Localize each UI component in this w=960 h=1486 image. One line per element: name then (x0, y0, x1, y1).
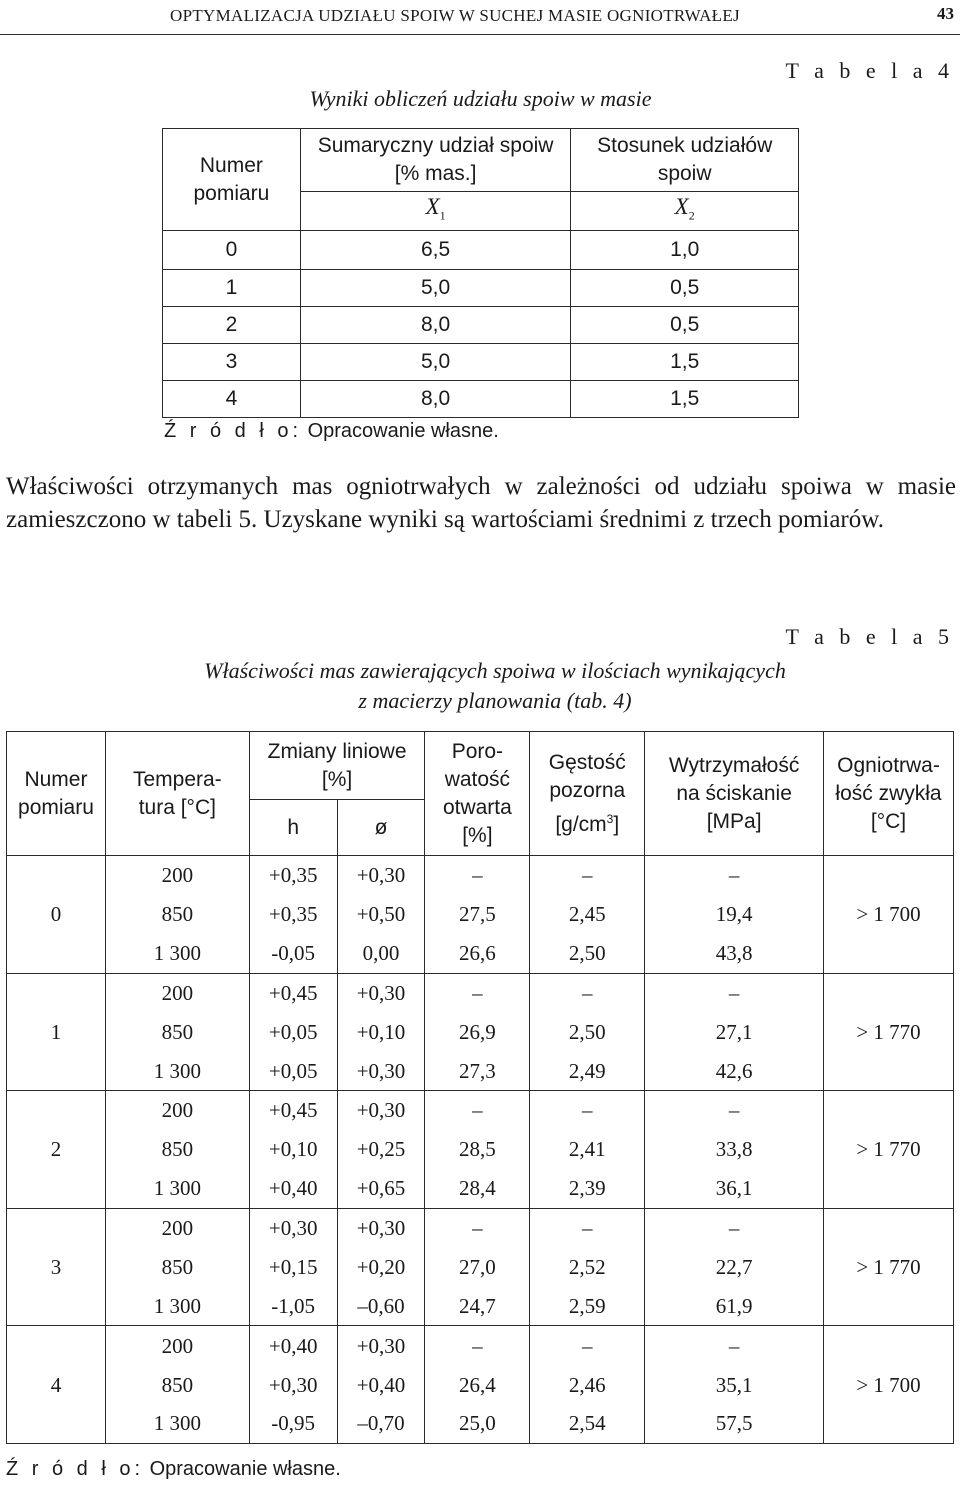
t5-density-unit: [g/cm (555, 812, 607, 836)
running-title: OPTYMALIZACJA UDZIAŁU SPOIW W SUCHEJ MASIE OGNIOTRWAŁEJ (170, 6, 740, 25)
table4-source (164, 420, 499, 443)
t4-x2-subscript: 2 (688, 208, 695, 223)
t5-cell-phi: +0,20 (337, 1247, 425, 1286)
t5-cell-h: +0,05 (249, 1051, 337, 1090)
t5-cell-h: +0,45 (249, 973, 337, 1012)
t5-header-measurement-l2: pomiaru (18, 795, 94, 819)
t5-cell-phi: +0,30 (337, 1208, 425, 1247)
t4-cell-x2: 0,5 (571, 270, 799, 307)
t5-cell-strength: 57,5 (645, 1404, 824, 1443)
header-rule (0, 34, 960, 35)
t5-cell-temperature: 850 (105, 895, 249, 934)
t5-header-linear-changes-l1: Zmiany liniowe (267, 739, 407, 763)
t5-cell-porosity: – (425, 1208, 530, 1247)
table4-source-text: Opracowanie własne. (307, 420, 499, 442)
t5-cell-refractoriness: > 1 770 (824, 1208, 954, 1326)
t5-header-porosity-l2: watość (444, 767, 511, 791)
t5-cell-strength: 19,4 (645, 895, 824, 934)
t5-cell-temperature: 1 300 (105, 934, 249, 973)
t5-header-porosity-l1: Poro- (451, 739, 504, 763)
t5-cell-strength: 43,8 (645, 934, 824, 973)
table4-source-label: Ź r ó d ł o: (164, 420, 303, 442)
t5-cell-phi: +0,40 (337, 1365, 425, 1404)
t4-header-x1 (300, 192, 571, 231)
t5-cell-measurement: 3 (7, 1208, 106, 1326)
t4-header-measurement (163, 129, 301, 231)
t5-row (7, 1287, 954, 1326)
t5-header-refractoriness (824, 732, 954, 856)
t5-cell-h: +0,40 (249, 1169, 337, 1208)
t5-header-porosity-l3: otwarta (442, 795, 512, 819)
t5-cell-density: 2,39 (530, 1169, 645, 1208)
t5-header-measurement (7, 732, 106, 856)
t5-header-strength-l3: [MPa] (706, 809, 762, 833)
t5-cell-temperature: 850 (105, 1130, 249, 1169)
t5-header-temperature (105, 732, 249, 856)
t5-header-strength (645, 732, 824, 856)
t5-cell-strength: 27,1 (645, 1012, 824, 1051)
t5-density-exponent: 3 (606, 811, 614, 826)
t5-cell-porosity: – (425, 856, 530, 895)
table5-caption-line2: z macierzy planowania (tab. 4) (358, 688, 632, 713)
t5-cell-h: -0,05 (249, 934, 337, 973)
t5-cell-h: +0,35 (249, 895, 337, 934)
t5-cell-temperature: 200 (105, 1326, 249, 1365)
table4-caption: Wyniki obliczeń udziału spoiw w masie (309, 86, 652, 111)
t5-cell-refractoriness: > 1 700 (824, 856, 954, 974)
t5-cell-density: 2,50 (530, 934, 645, 973)
t5-cell-temperature: 1 300 (105, 1287, 249, 1326)
t5-row (7, 1051, 954, 1090)
t4-x2-symbol: X (674, 193, 689, 219)
t5-cell-porosity: 27,3 (425, 1051, 530, 1090)
t5-cell-strength: 22,7 (645, 1247, 824, 1286)
t5-header-linear-changes (249, 732, 425, 800)
table5 (6, 731, 954, 1444)
t5-cell-refractoriness: > 1 770 (824, 1091, 954, 1209)
t5-cell-phi: +0,25 (337, 1130, 425, 1169)
t5-cell-phi: +0,10 (337, 1012, 425, 1051)
t4-cell-n: 0 (163, 231, 301, 270)
t5-cell-temperature: 1 300 (105, 1051, 249, 1090)
t5-cell-h: +0,10 (249, 1130, 337, 1169)
t4-cell-n: 4 (163, 381, 301, 418)
t5-cell-strength: 36,1 (645, 1169, 824, 1208)
t5-row (7, 856, 954, 895)
t4-cell-x2: 1,0 (571, 231, 799, 270)
t5-row (7, 1326, 954, 1365)
t5-cell-h: -1,05 (249, 1287, 337, 1326)
t5-cell-temperature: 1 300 (105, 1404, 249, 1443)
t5-header-temperature-l2: tura [°C] (138, 795, 216, 819)
t4-cell-x2: 1,5 (571, 344, 799, 381)
t5-row (7, 934, 954, 973)
t5-cell-density: – (530, 1091, 645, 1130)
t5-cell-temperature: 200 (105, 1091, 249, 1130)
t5-cell-refractoriness: > 1 770 (824, 973, 954, 1091)
t5-cell-density: – (530, 1208, 645, 1247)
t5-cell-density: 2,52 (530, 1247, 645, 1286)
t5-header-density-l2: pozorna (549, 778, 626, 802)
t5-cell-temperature: 200 (105, 1208, 249, 1247)
t4-cell-x2: 0,5 (571, 307, 799, 344)
t5-cell-density: 2,59 (530, 1287, 645, 1326)
t5-cell-strength: – (645, 973, 824, 1012)
t5-header-h: h (249, 800, 337, 856)
t5-cell-temperature: 200 (105, 973, 249, 1012)
t4-header-measurement-l2: pomiaru (193, 181, 270, 205)
table5-source-text: Opracowanie własne. (149, 1458, 341, 1480)
t4-cell-n: 2 (163, 307, 301, 344)
t5-cell-density: 2,54 (530, 1404, 645, 1443)
t5-cell-measurement: 1 (7, 973, 106, 1091)
t5-cell-strength: 61,9 (645, 1287, 824, 1326)
t5-cell-porosity: 27,0 (425, 1247, 530, 1286)
t5-cell-phi: –0,60 (337, 1287, 425, 1326)
t5-row (7, 1130, 954, 1169)
t5-header-linear-changes-l2: [%] (321, 767, 353, 791)
t5-cell-h: +0,40 (249, 1326, 337, 1365)
t5-density-bracket: ] (613, 812, 620, 836)
t5-cell-h: +0,30 (249, 1365, 337, 1404)
t4-header-ratio (571, 129, 799, 192)
t4-header-sum-share (300, 129, 571, 192)
table5-source-label: Ź r ó d ł o: (6, 1458, 145, 1480)
t5-cell-phi: +0,30 (337, 1091, 425, 1130)
body-paragraph: Właściwości otrzymanych mas ogniotrwałych w zależności od udziału spoiwa w masie zamieszczono w tabeli 5. Uzyskane wyniki są wartościami średnimi z trzech pomiarów. (6, 473, 956, 533)
t5-cell-phi: 0,00 (337, 934, 425, 973)
t4-cell-n: 3 (163, 344, 301, 381)
t5-row (7, 1012, 954, 1051)
t5-cell-temperature: 850 (105, 1365, 249, 1404)
t5-cell-density: 2,49 (530, 1051, 645, 1090)
t5-cell-phi: +0,30 (337, 1326, 425, 1365)
t5-cell-phi: +0,30 (337, 1051, 425, 1090)
t4-cell-x2: 1,5 (571, 381, 799, 418)
t4-header-sum-share-l1: Sumaryczny udział spoiw (317, 134, 554, 157)
t5-cell-porosity: – (425, 1091, 530, 1130)
t5-cell-temperature: 200 (105, 856, 249, 895)
t5-cell-h: -0,95 (249, 1404, 337, 1443)
t4-cell-x1: 6,5 (300, 231, 571, 270)
t4-x1-subscript: 1 (439, 208, 446, 223)
t5-cell-porosity: 27,5 (425, 895, 530, 934)
t5-cell-porosity: 26,4 (425, 1365, 530, 1404)
t4-cell-x1: 8,0 (300, 381, 571, 418)
t5-cell-density: 2,45 (530, 895, 645, 934)
t5-header-phi: ø (337, 800, 425, 856)
t4-cell-x1: 8,0 (300, 307, 571, 344)
t5-header-density (530, 732, 645, 856)
table5-body (7, 856, 954, 1444)
t5-cell-porosity: – (425, 1326, 530, 1365)
t5-cell-density: 2,41 (530, 1130, 645, 1169)
t5-header-temperature-l1: Tempera- (132, 767, 222, 791)
t5-cell-strength: 35,1 (645, 1365, 824, 1404)
t5-cell-density: – (530, 1326, 645, 1365)
t5-cell-porosity: 28,4 (425, 1169, 530, 1208)
t5-header-density-l3 (530, 805, 644, 839)
t5-row (7, 1208, 954, 1247)
t5-header-refractoriness-l1: Ogniotrwa- (837, 753, 940, 777)
t5-header-refractoriness-l2: łość zwykła (835, 781, 942, 805)
t5-cell-porosity: – (425, 973, 530, 1012)
t5-header-refractoriness-l3: [°C] (870, 809, 907, 833)
t5-row (7, 895, 954, 934)
table5-label: T a b e l a 5 (785, 624, 954, 649)
t5-cell-phi: +0,30 (337, 856, 425, 895)
t5-cell-refractoriness: > 1 700 (824, 1326, 954, 1444)
t5-header-strength-l1: Wytrzymałość (668, 753, 800, 777)
t5-cell-strength: 42,6 (645, 1051, 824, 1090)
t5-cell-phi: +0,30 (337, 973, 425, 1012)
t5-cell-h: +0,45 (249, 1091, 337, 1130)
table5-source (6, 1458, 341, 1481)
t4-header-sum-share-l2: [% mas.] (394, 162, 477, 185)
table5-caption (100, 656, 890, 716)
t5-cell-density: – (530, 856, 645, 895)
t5-cell-strength: – (645, 1208, 824, 1247)
t5-header-porosity-l4: [%] (462, 823, 493, 847)
t5-cell-temperature: 850 (105, 1247, 249, 1286)
t4-x1-symbol: X (425, 193, 440, 219)
t4-cell-n: 1 (163, 270, 301, 307)
t5-row (7, 1404, 954, 1443)
t5-cell-h: +0,15 (249, 1247, 337, 1286)
table4-label: T a b e l a 4 (785, 58, 954, 83)
t5-cell-temperature: 1 300 (105, 1169, 249, 1208)
t5-header-density-l1: Gęstość (548, 750, 626, 774)
t5-cell-density: – (530, 973, 645, 1012)
t5-cell-h: +0,30 (249, 1208, 337, 1247)
t5-cell-phi: +0,50 (337, 895, 425, 934)
page-number: 43 (937, 4, 954, 23)
t5-row (7, 973, 954, 1012)
t5-cell-h: +0,35 (249, 856, 337, 895)
t5-row (7, 1247, 954, 1286)
t5-header-measurement-l1: Numer (24, 767, 88, 791)
table4 (162, 128, 799, 418)
t5-cell-porosity: 28,5 (425, 1130, 530, 1169)
t4-header-ratio-l2: spoiw (657, 162, 712, 185)
t5-cell-temperature: 850 (105, 1012, 249, 1051)
t5-row (7, 1365, 954, 1404)
t5-header-porosity (425, 732, 530, 856)
t4-header-ratio-l1: Stosunek udziałów (597, 134, 773, 157)
t5-cell-measurement: 0 (7, 856, 106, 974)
t5-cell-porosity: 26,6 (425, 934, 530, 973)
t5-cell-porosity: 24,7 (425, 1287, 530, 1326)
t5-cell-h: +0,05 (249, 1012, 337, 1051)
t5-cell-strength: 33,8 (645, 1130, 824, 1169)
t5-cell-strength: – (645, 856, 824, 895)
t5-row (7, 1091, 954, 1130)
t5-cell-porosity: 26,9 (425, 1012, 530, 1051)
t5-cell-strength: – (645, 1091, 824, 1130)
t4-cell-x1: 5,0 (300, 344, 571, 381)
running-head (0, 4, 960, 30)
t5-cell-phi: –0,70 (337, 1404, 425, 1443)
t5-row (7, 1169, 954, 1208)
t5-cell-porosity: 25,0 (425, 1404, 530, 1443)
t4-header-measurement-l1: Numer (199, 153, 263, 177)
t5-header-strength-l2: na ściskanie (676, 781, 792, 805)
t5-cell-measurement: 4 (7, 1326, 106, 1444)
t5-cell-phi: +0,65 (337, 1169, 425, 1208)
t4-cell-x1: 5,0 (300, 270, 571, 307)
t5-cell-density: 2,50 (530, 1012, 645, 1051)
t5-cell-density: 2,46 (530, 1365, 645, 1404)
t5-cell-measurement: 2 (7, 1091, 106, 1209)
table5-caption-line1: Właściwości mas zawierających spoiwa w ilościach wynikających (204, 658, 786, 683)
t5-cell-strength: – (645, 1326, 824, 1365)
t4-header-x2 (571, 192, 799, 231)
